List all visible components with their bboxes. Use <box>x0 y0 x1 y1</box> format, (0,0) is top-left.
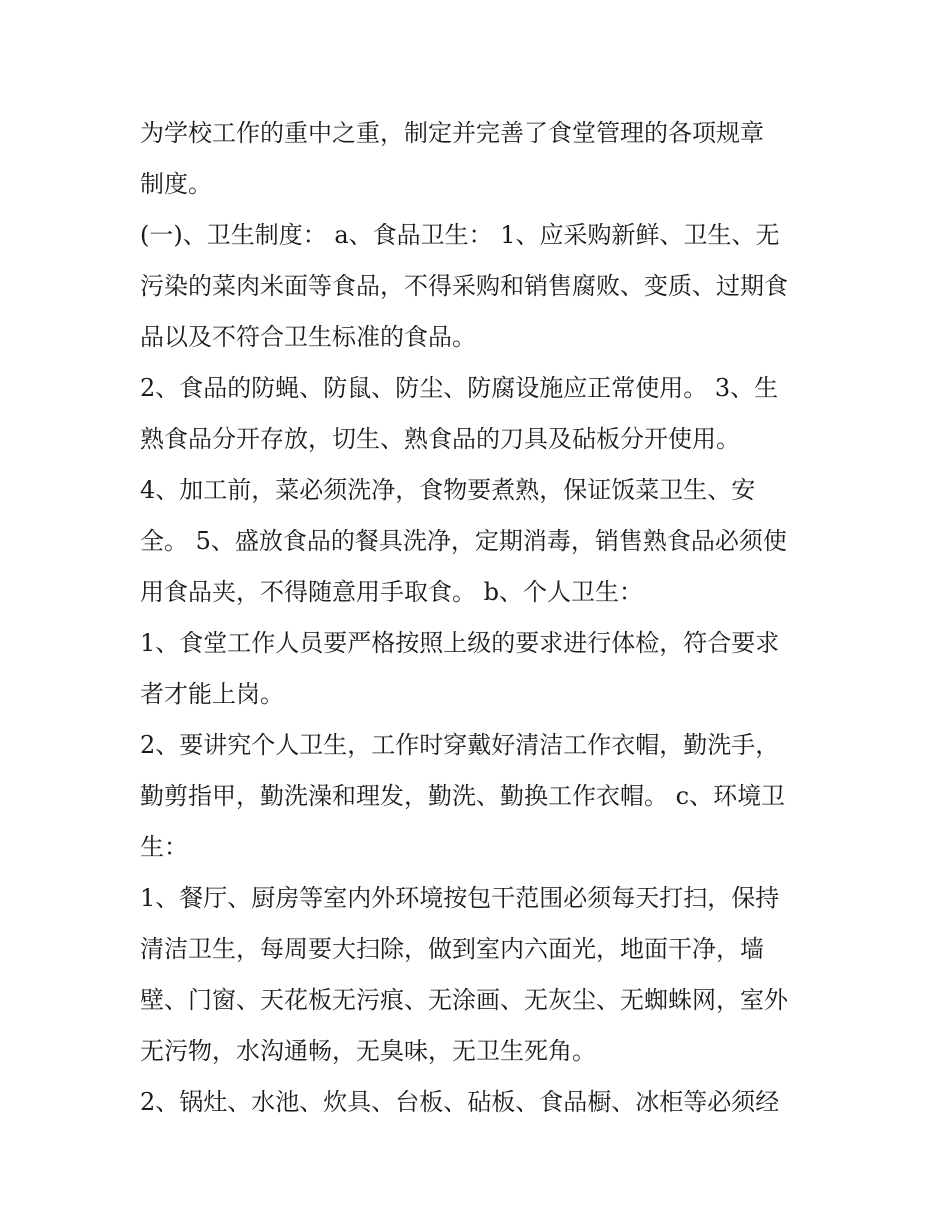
text-line: 壁、门窗、天花板无污痕、无涂画、无灰尘、无蜘蛛网，室外 <box>140 986 788 1014</box>
text-line: 无污物，水沟通畅，无臭味，无卫生死角。 <box>140 1037 596 1065</box>
text-line: 者才能上岗。 <box>140 680 284 708</box>
text-line: 用食品夹，不得随意用手取食。 b、个人卫生： <box>140 578 643 606</box>
text-line: 1、餐厅、厨房等室内外环境按包干范围必须每天打扫，保持 <box>140 884 780 912</box>
text-line: 品以及不符合卫生标准的食品。 <box>140 323 476 351</box>
text-line: 全。 5、盛放食品的餐具洗净，定期消毒，销售熟食品必须使 <box>140 527 787 555</box>
text-line: 污染的菜肉米面等食品，不得采购和销售腐败、变质、过期食 <box>140 272 788 300</box>
text-line: (一)、卫生制度： a、食品卫生： 1、应采购新鲜、卫生、无 <box>140 221 780 249</box>
text-line: 熟食品分开存放，切生、熟食品的刀具及砧板分开使用。 <box>140 425 740 453</box>
text-line: 1、食堂工作人员要严格按照上级的要求进行体检，符合要求 <box>140 629 780 657</box>
text-line: 制度。 <box>140 170 212 198</box>
body-text <box>140 108 820 1128</box>
text-line: 2、锅灶、水池、炊具、台板、砧板、食品橱、冰柜等必须经 <box>140 1088 780 1116</box>
text-line: 生： <box>140 833 188 861</box>
text-line: 清洁卫生，每周要大扫除，做到室内六面光，地面干净，墙 <box>140 935 764 963</box>
text-line: 为学校工作的重中之重，制定并完善了食堂管理的各项规章 <box>140 119 764 147</box>
text-line: 2、要讲究个人卫生，工作时穿戴好清洁工作衣帽，勤洗手， <box>140 731 780 759</box>
text-line: 4、加工前，菜必须洗净，食物要煮熟，保证饭菜卫生、安 <box>140 476 756 504</box>
text-line: 2、食品的防蝇、防鼠、防尘、防腐设施应正常使用。 3、生 <box>140 374 779 402</box>
text-line: 勤剪指甲，勤洗澡和理发，勤洗、勤换工作衣帽。 c、环境卫 <box>140 782 786 810</box>
